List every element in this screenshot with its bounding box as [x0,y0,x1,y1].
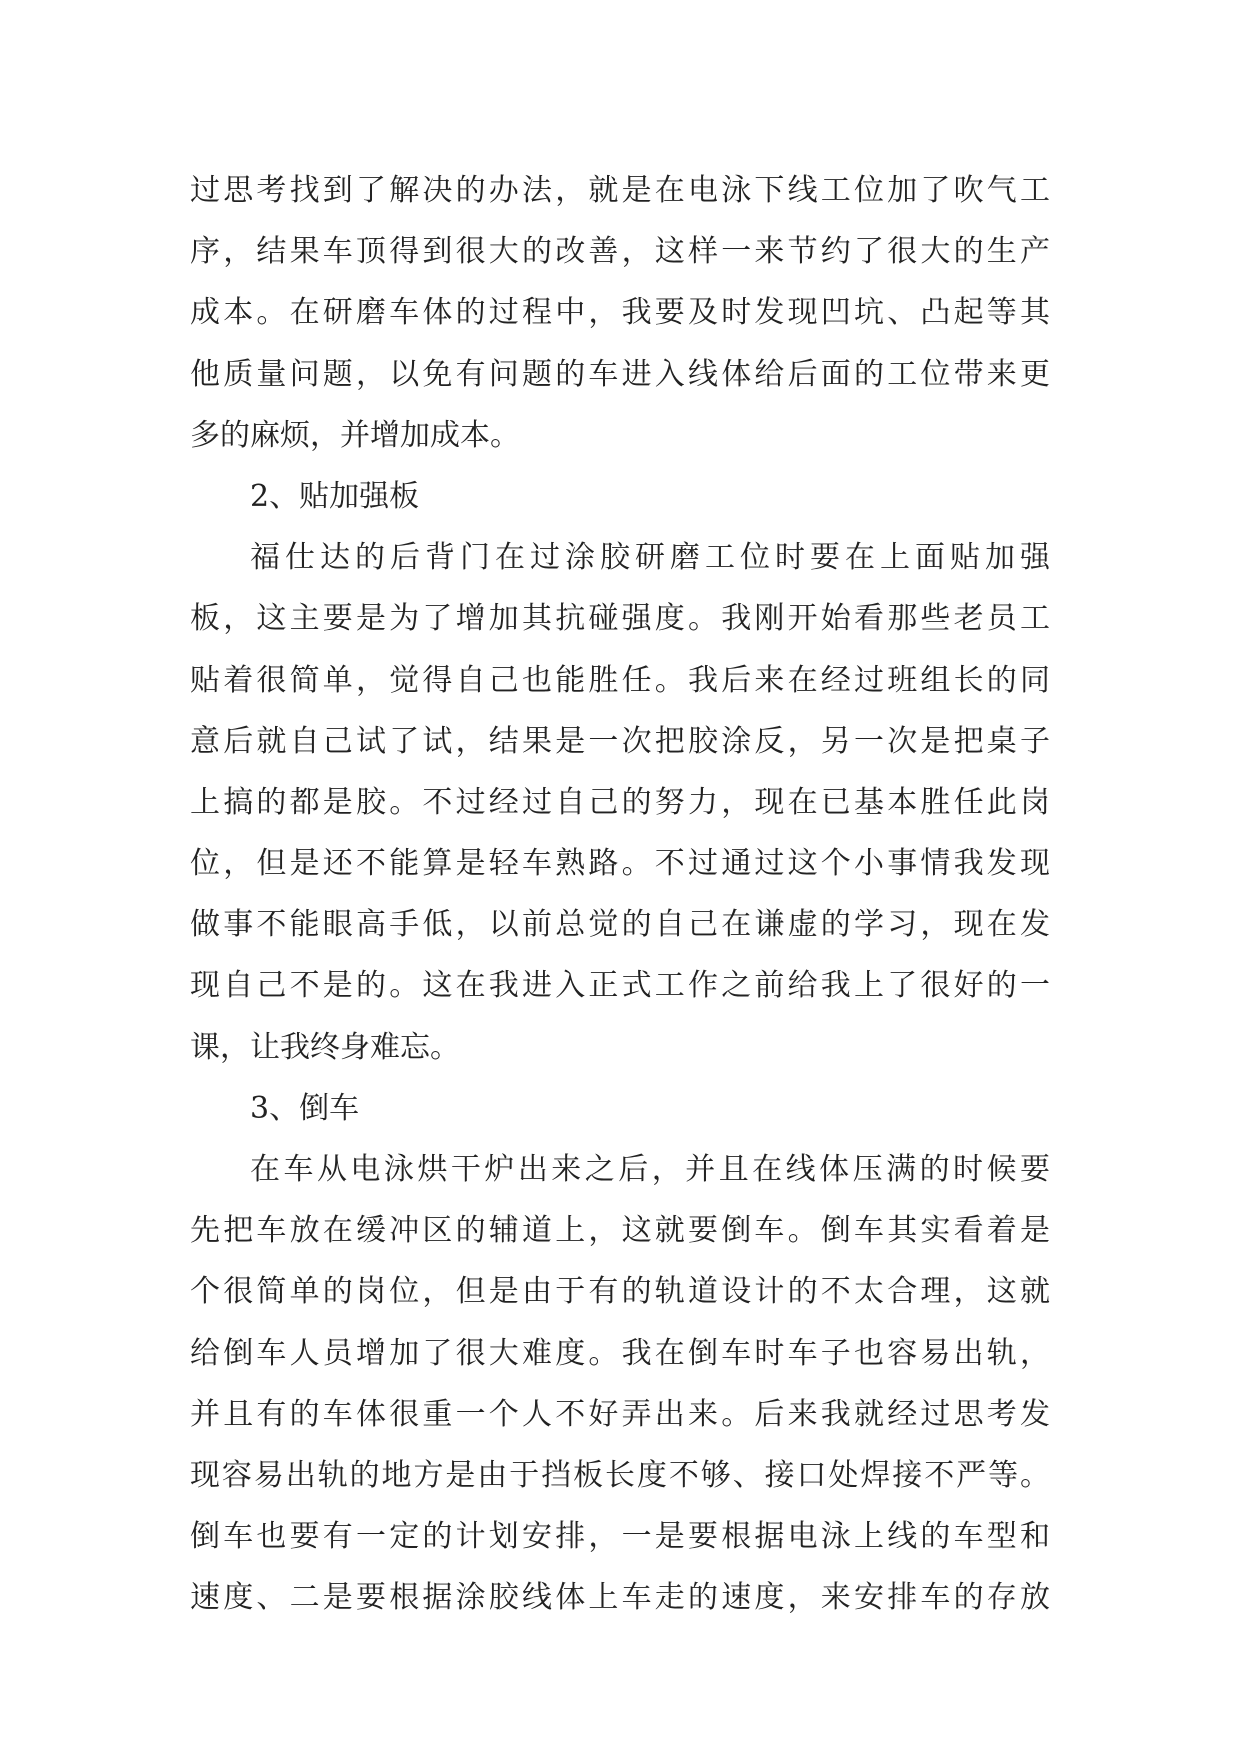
text-line: 意后就自己试了试，结果是一次把胶涂反，另一次是把桌子 [190,723,1050,759]
text-line: 现容易出轨的地方是由于挡板长度不够、接口处焊接不严等。 [190,1457,1050,1493]
text-line: 位，但是还不能算是轻车熟路。不过通过这个小事情我发现 [190,846,1050,882]
text-line: 现自己不是的。这在我进入正式工作之前给我上了很好的一 [190,968,1050,1004]
text-line: 序，结果车顶得到很大的改善，这样一来节约了很大的生产 [190,234,1050,270]
text-line: 先把车放在缓冲区的辅道上，这就要倒车。倒车其实看着是 [190,1213,1050,1249]
text-line: 上搞的都是胶。不过经过自己的努力，现在已基本胜任此岗 [190,784,1050,820]
text-line: 速度、二是要根据涂胶线体上车走的速度，来安排车的存放 [190,1580,1050,1616]
text-line: 给倒车人员增加了很大难度。我在倒车时车子也容易出轨， [190,1335,1050,1371]
text-line: 并且有的车体很重一个人不好弄出来。后来我就经过思考发 [190,1396,1050,1432]
text-line: 板，这主要是为了增加其抗碰强度。我刚开始看那些老员工 [190,601,1050,637]
text-line: 成本。在研磨车体的过程中，我要及时发现凹坑、凸起等其 [190,295,1050,331]
text-line: 他质量问题，以免有问题的车进入线体给后面的工位带来更 [190,356,1050,392]
text-line: 福仕达的后背门在过涂胶研磨工位时要在上面贴加强 [250,540,1050,576]
text-line: 贴着很简单，觉得自己也能胜任。我后来在经过班组长的同 [190,662,1050,698]
text-line: 过思考找到了解决的办法，就是在电泳下线工位加了吹气工 [190,173,1050,208]
body-text [190,160,1050,1629]
text-line: 3、倒车 [250,1090,360,1126]
text-line: 在车从电泳烘干炉出来之后，并且在线体压满的时候要 [250,1152,1050,1187]
text-line: 2、贴加强板 [250,478,420,514]
text-line: 多的麻烦，并增加成本。 [190,417,520,453]
text-line: 课，让我终身难忘。 [190,1029,460,1065]
text-line: 个很简单的岗位，但是由于有的轨道设计的不太合理，这就 [190,1274,1050,1310]
text-line: 做事不能眼高手低，以前总觉的自己在谦虚的学习，现在发 [190,907,1050,943]
text-line: 倒车也要有一定的计划安排，一是要根据电泳上线的车型和 [190,1519,1050,1555]
